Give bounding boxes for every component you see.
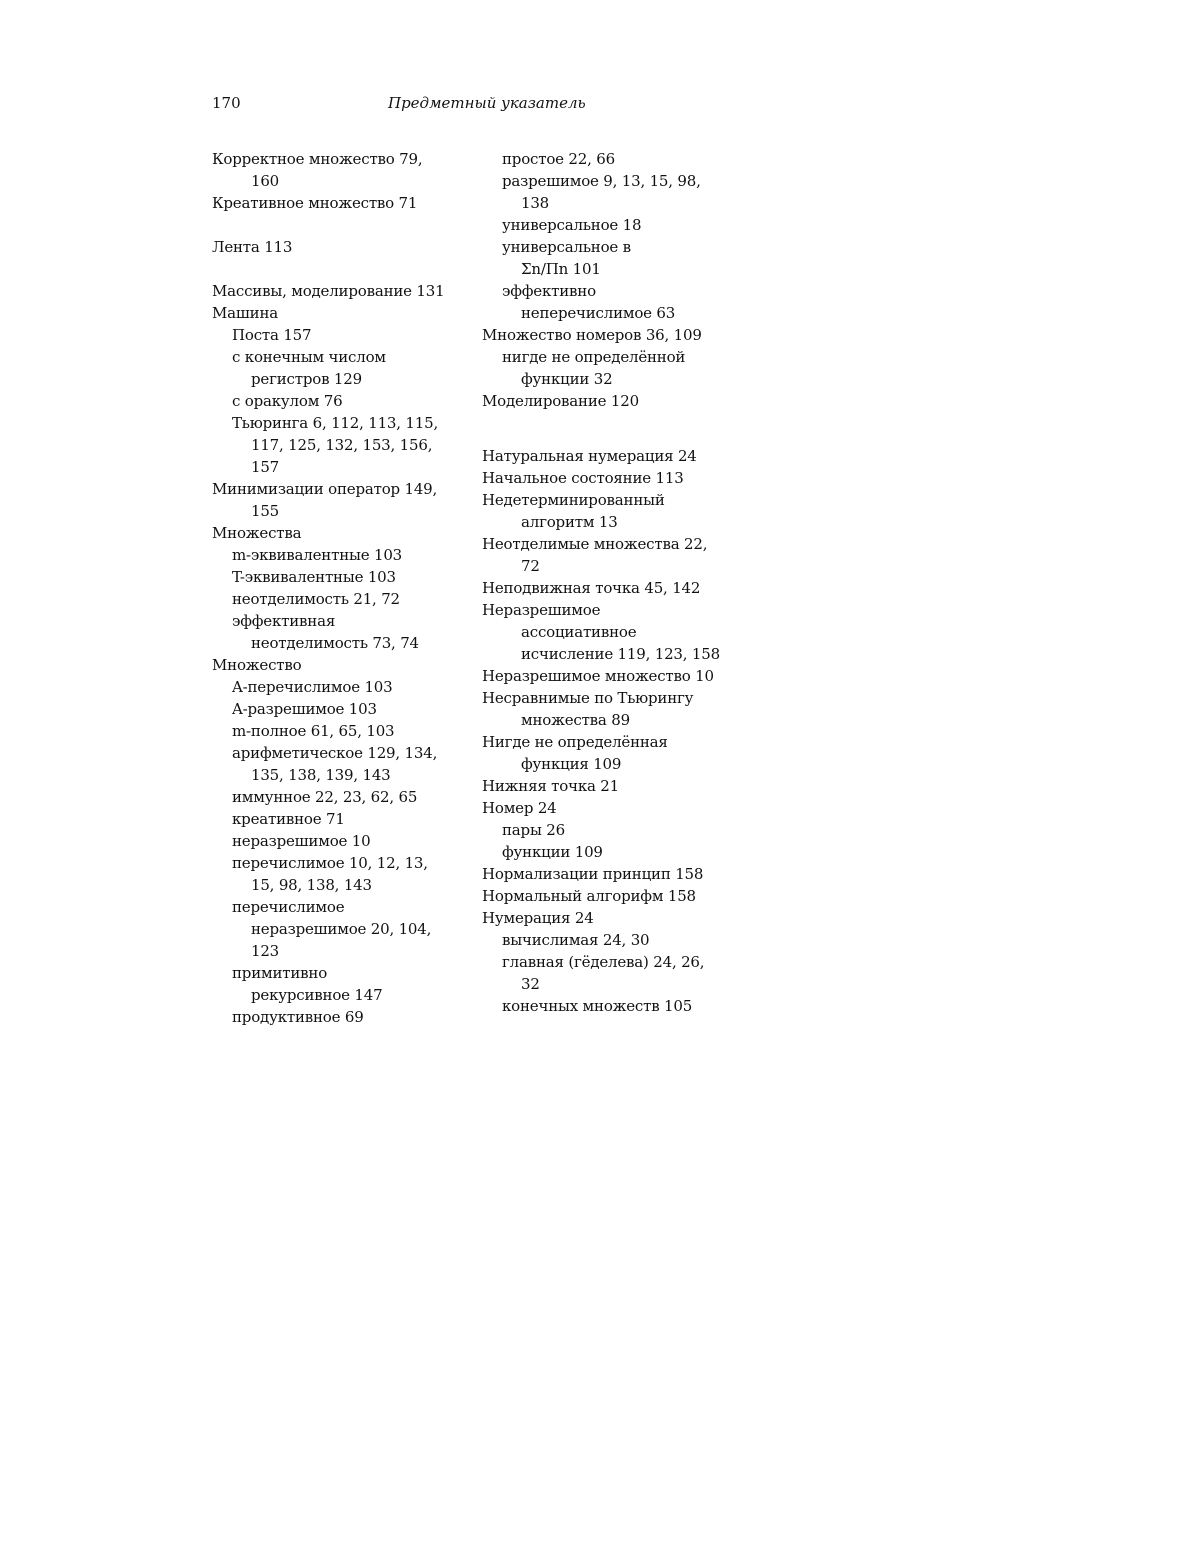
- index-subentry: пары 26: [502, 821, 565, 839]
- index-entry: Множества: [212, 524, 302, 542]
- index-subentry: перечислимое: [232, 898, 345, 916]
- index-subentry: продуктивное 69: [232, 1008, 364, 1026]
- index-subentry: эффективная: [232, 612, 336, 630]
- index-subentry: конечных множеств 105: [502, 997, 693, 1015]
- index-subentry: с оракулом 76: [232, 392, 343, 410]
- index-entry: Нигде не определённая: [482, 733, 668, 751]
- index-subentry: примитивно: [232, 964, 328, 982]
- index-subentry: креативное 71: [232, 810, 345, 828]
- index-subentry: иммунное 22, 23, 62, 65: [232, 788, 418, 806]
- index-entry: Неподвижная точка 45, 142: [482, 579, 701, 597]
- index-subentry: с конечным числом: [232, 348, 386, 366]
- index-subentry: A-разрешимое 103: [232, 700, 377, 718]
- page-header: [212, 94, 712, 118]
- index-subentry: Поста 157: [232, 326, 312, 344]
- index-entry: Креативное множество 71: [212, 194, 418, 212]
- index-entry: Корректное множество 79,: [212, 150, 423, 168]
- index-subentry: неразрешимое 10: [232, 832, 371, 850]
- index-entry: Неотделимые множества 22,: [482, 535, 708, 553]
- index-entry-continuation: 72: [521, 557, 540, 575]
- index-subentry: арифметическое 129, 134,: [232, 744, 438, 762]
- index-subentry: Тьюринга 6, 112, 113, 115,: [232, 414, 439, 432]
- index-entry: Лента 113: [212, 238, 293, 256]
- index-entry: Неразрешимое: [482, 601, 601, 619]
- letter-group-gap: [212, 258, 482, 280]
- index-entry-continuation: функции 32: [521, 370, 613, 388]
- index-entry: Неразрешимое множество 10: [482, 667, 714, 685]
- index-subentry: разрешимое 9, 13, 15, 98,: [502, 172, 701, 190]
- index-entry-continuation: регистров 129: [251, 370, 362, 388]
- page-number: 170: [212, 94, 241, 112]
- index-entry-continuation: 157: [251, 458, 280, 476]
- index-entry: Нормальный алгорифм 158: [482, 887, 696, 905]
- index-entry-continuation: 117, 125, 132, 153, 156,: [251, 436, 433, 454]
- index-entry: Нижняя точка 21: [482, 777, 619, 795]
- index-entry-continuation: множества 89: [521, 711, 630, 729]
- index-subentry: простое 22, 66: [502, 150, 615, 168]
- letter-group-gap: [482, 412, 752, 434]
- index-entry: Несравнимые по Тьюрингу: [482, 689, 694, 707]
- index-entry-continuation: исчисление 119, 123, 158: [521, 645, 720, 663]
- index-entry-continuation: ассоциативное: [521, 623, 637, 641]
- index-entry-continuation: неразрешимое 20, 104,: [251, 920, 432, 938]
- index-subentry: перечислимое 10, 12, 13,: [232, 854, 428, 872]
- index-subentry: нигде не определённой: [502, 348, 686, 366]
- index-entry-continuation: 135, 138, 139, 143: [251, 766, 391, 784]
- index-subentry: универсальное 18: [502, 216, 642, 234]
- index-entry: Множество номеров 36, 109: [482, 326, 702, 344]
- index-entry: Моделирование 120: [482, 392, 639, 410]
- index-entry: Машина: [212, 304, 278, 322]
- index-subentry: универсальное в: [502, 238, 631, 256]
- index-entry-continuation: 160: [251, 172, 280, 190]
- index-entry: Минимизации оператор 149,: [212, 480, 438, 498]
- index-column-left: [212, 148, 482, 1028]
- index-entry: Нумерация 24: [482, 909, 594, 927]
- index-subentry: вычислимая 24, 30: [502, 931, 650, 949]
- index-entry-continuation: 123: [251, 942, 280, 960]
- index-subentry: m-полное 61, 65, 103: [232, 722, 395, 740]
- index-subentry: главная (гёделева) 24, 26,: [502, 953, 705, 971]
- index-subentry: эффективно: [502, 282, 596, 300]
- letter-group-gap: [212, 214, 482, 236]
- index-subentry: функции 109: [502, 843, 603, 861]
- index-entry-continuation: 138: [521, 194, 550, 212]
- index-entry-continuation: функция 109: [521, 755, 622, 773]
- index-column-right: [482, 148, 752, 1017]
- index-entry: Натуральная нумерация 24: [482, 447, 697, 465]
- index-entry-continuation: алгоритм 13: [521, 513, 618, 531]
- running-title: Предметный указатель: [388, 94, 586, 112]
- letter-group-gap: [482, 434, 752, 445]
- index-subentry: неотделимость 21, 72: [232, 590, 400, 608]
- index-entry: Номер 24: [482, 799, 557, 817]
- index-subentry: A-перечислимое 103: [232, 678, 393, 696]
- index-entry-continuation: 32: [521, 975, 540, 993]
- index-subentry: m-эквивалентные 103: [232, 546, 403, 564]
- index-entry-continuation: 155: [251, 502, 280, 520]
- index-entry-continuation: Σn/Πn 101: [521, 260, 601, 278]
- index-entry-continuation: неперечислимое 63: [521, 304, 676, 322]
- index-entry-continuation: рекурсивное 147: [251, 986, 383, 1004]
- index-entry-continuation: неотделимость 73, 74: [251, 634, 419, 652]
- index-entry: Массивы, моделирование 131: [212, 282, 445, 300]
- index-entry: Нормализации принцип 158: [482, 865, 704, 883]
- index-entry: Начальное состояние 113: [482, 469, 684, 487]
- index-entry: Множество: [212, 656, 302, 674]
- index-entry-continuation: 15, 98, 138, 143: [251, 876, 372, 894]
- index-entry: Недетерминированный: [482, 491, 665, 509]
- index-subentry: T-эквивалентные 103: [232, 568, 396, 586]
